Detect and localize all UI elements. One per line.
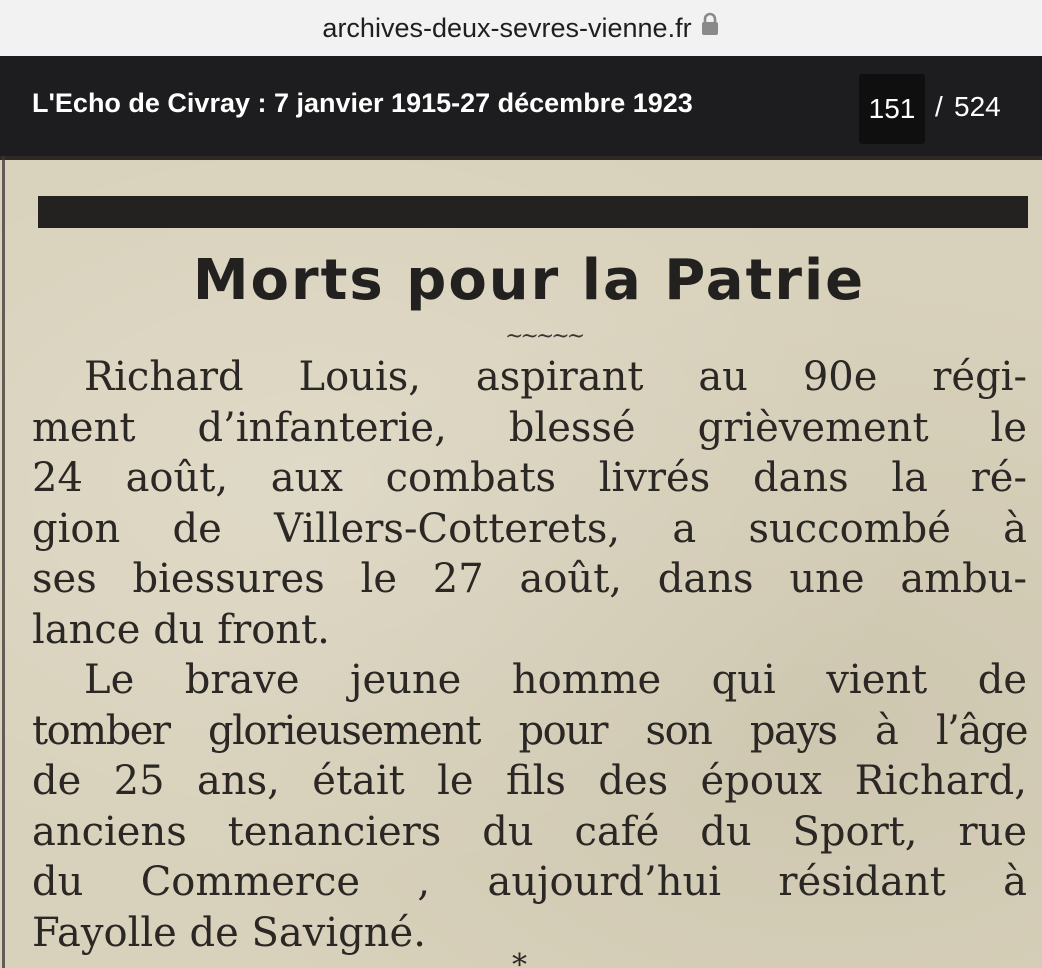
article-line: ses biessures le 27 août, dans une ambu- [32, 556, 1027, 602]
article-body [32, 352, 1027, 958]
article-line: anciens tenanciers du café du Sport, rue [32, 808, 1027, 855]
article-line: ment d’infanterie, blessé grièvement le [32, 404, 1027, 451]
article-line: lance du front. [32, 606, 330, 653]
document-title: L'Echo de Civray : 7 janvier 1915-27 décembre 1923 [32, 88, 693, 118]
address-bar[interactable] [0, 0, 1042, 56]
ornament: ~~~~~ [505, 324, 583, 349]
end-mark: * [512, 948, 527, 968]
scanned-page[interactable] [0, 156, 1042, 968]
page-separator: / [935, 91, 943, 122]
viewer-header [0, 56, 1042, 156]
url-text[interactable]: archives-deux-sevres-vienne.fr [322, 12, 692, 43]
article-line: Fayolle de Savigné. [32, 909, 426, 956]
section-divider [38, 196, 1028, 228]
page-total: 524 [954, 91, 1001, 122]
article-line: de 25 ans, était le fils des époux Richard, [32, 758, 1027, 804]
article-line: tomber glorieusement pour son pays à l’âge [32, 707, 1027, 754]
article-line: 24 août, aux combats livrés dans la ré- [32, 455, 1027, 501]
article-line: Richard Louis, aspirant au 90e régi- [84, 354, 1027, 400]
article-line: gion de Villers-Cotterets, a succombé à [32, 505, 1027, 552]
article-line: Le brave jeune homme qui vient de [84, 657, 1027, 703]
article-headline: Morts pour la Patrie [192, 248, 866, 313]
article-line: du Commerce , aujourd’hui résidant à [32, 859, 1027, 905]
column-top-rule [0, 156, 1042, 160]
lock-icon [700, 12, 720, 36]
page-number-input[interactable]: 151 [859, 74, 925, 144]
